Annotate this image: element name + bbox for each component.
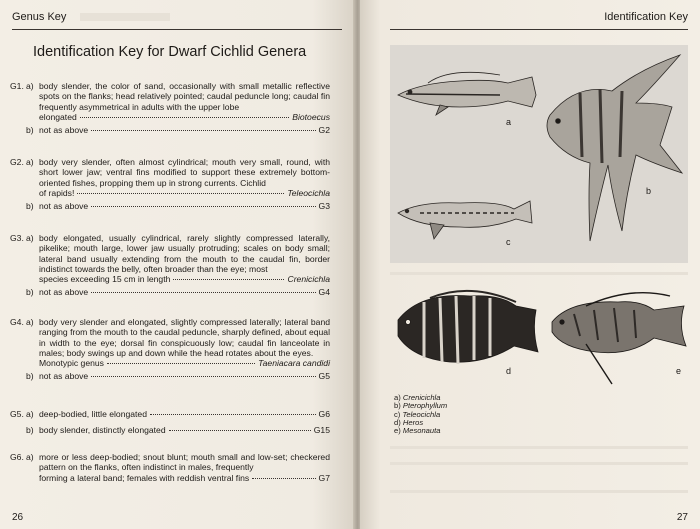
couplet-g5: G5. a) deep-bodied, little elongated G6 b) body slender, distinctly elongated G15: [10, 409, 330, 436]
goto-ref: G5: [318, 371, 330, 382]
couplet-text: more or less deep-bodied; snout blunt; mouth small and low-set; checkered pattern on the flanks, often indistinct in males, frequently: [39, 452, 330, 473]
couplet-text: body very slender and elongated, slightly compressed laterally; lateral band ranging from the mouth to the caudal peduncle, sharply defined, about equal in width to the eye; dorsal fin conspicuously low; caudal fin lanceolate in males; body swings up and down while the head rotates about the eyes.: [39, 317, 330, 358]
species-name: Taeniacara candidi: [258, 358, 330, 369]
goto-ref: G4: [318, 287, 330, 298]
fish-drawings-top: [390, 45, 688, 263]
goto-ref: G7: [318, 472, 330, 483]
genus-name: Teleocichla: [287, 187, 330, 198]
goto-ref: G2: [318, 125, 330, 136]
header-rule: [390, 29, 688, 30]
genus-name: Crenicichla: [287, 274, 330, 285]
figure-label-b: b: [646, 186, 652, 196]
couplet-g4: G4. a) body very slender and elongated, slightly compressed laterally; lateral band ranging from the mouth to the caudal peduncle, sharply defined, about equal in width to the eye; dorsal fin conspicuously low; caudal fin lanceolate in males; body swings up and down while the head rotates about the eyes. Monotypic genus Taeniacara candidi b) not as above G5: [10, 317, 330, 382]
show-through-text: [80, 13, 170, 21]
fish-drawings-bottom: [390, 280, 688, 392]
figure-label-c: c: [506, 237, 511, 247]
couplet-text: body elongated, usually cylindrical, rarely slightly compressed laterally, pikelike; mouth large, lower jaw usually protruding; scales on body small; lateral band usually extending from the mouth to the caudal fin, border indistinct towards the belly, often broader than the eye; most: [39, 233, 330, 274]
figure-label-e: e: [676, 366, 682, 376]
key-title: Identification Key for Dwarf Cichlid Genera: [33, 44, 307, 60]
show-through-text: [390, 462, 688, 465]
goto-ref: G3: [318, 201, 330, 212]
couplet-text: body slender, the color of sand, occasionally with small metallic reflective spots on the flanks; head relatively pointed; caudal peduncle long; caudal fin frequently asymmetrical in adults with the upper lobe: [39, 81, 330, 112]
goto-ref: G6: [318, 409, 330, 419]
show-through-text: [390, 490, 688, 493]
caption-line: e) Mesonauta: [394, 426, 441, 436]
caption-line: b) Pterophyllum: [394, 401, 448, 411]
couplet-g6: G6. a) more or less deep-bodied; snout blunt; mouth small and low-set; checkered pattern on the flanks, often indistinct in males, frequently forming a lateral band; females with reddish ventral fins G7: [10, 452, 330, 483]
page-number-left: 26: [12, 512, 24, 523]
right-page: [360, 0, 700, 529]
figure-caption: [394, 394, 447, 435]
couplet-text: body very slender, often almost cylindrical; mouth very small, round, with short lower jaw; ventral fins modified to support these extremely bottom-oriented fishes, propping them up in strong currents. Cichlid: [39, 157, 330, 188]
fish-illustration-plate: [390, 45, 688, 263]
show-through-text: [390, 446, 688, 449]
figure-label-a: a: [506, 117, 512, 127]
show-through-text: [390, 272, 688, 275]
couplet-g2: G2. a) body very slender, often almost cylindrical; mouth very small, round, with short lower jaw; ventral fins modified to support these extremely bottom-oriented fishes, propping them up in strong currents. Cichlid of rapids! Teleocichla b) not as above G3: [10, 157, 330, 212]
goto-ref: G15: [313, 425, 330, 436]
fish-mesonauta-illustration: [552, 293, 686, 384]
running-head-left: Genus Key: [12, 11, 67, 23]
caption-line: c) Teleocichla: [394, 409, 441, 419]
caption-line: d) Heros: [394, 417, 424, 427]
couplet-g1: G1. a) body slender, the color of sand, occasionally with small metallic reflective spots on the flanks; head relatively pointed; caudal peduncle long; caudal fin frequently asymmetrical in adults with the upper lobe elongated Biotoecus b) not as above G2: [10, 81, 330, 136]
fish-heros-illustration: [398, 291, 538, 364]
fish-crenicichla-illustration: [398, 72, 536, 115]
page-number-right: 27: [676, 512, 688, 523]
fish-illustration-plate-2: [390, 280, 688, 392]
caption-line: a) Crenicichla: [394, 393, 441, 402]
genus-name: Biotoecus: [292, 111, 330, 122]
header-rule: [12, 29, 342, 30]
fish-teleocichla-illustration: [398, 201, 532, 239]
running-head-right: Identification Key: [604, 11, 688, 23]
fish-pterophyllum-illustration: [547, 55, 682, 241]
couplet-g3: G3. a) body elongated, usually cylindrical, rarely slightly compressed laterally, pikelike; mouth large, lower jaw usually protruding; scales on body small; lateral band usually extending from the mouth to the caudal fin, border indistinct towards the belly, often broader than the eye; most species exceeding 15 cm in length Crenicichla b) not as above G4: [10, 233, 330, 298]
figure-label-d: d: [506, 366, 512, 376]
